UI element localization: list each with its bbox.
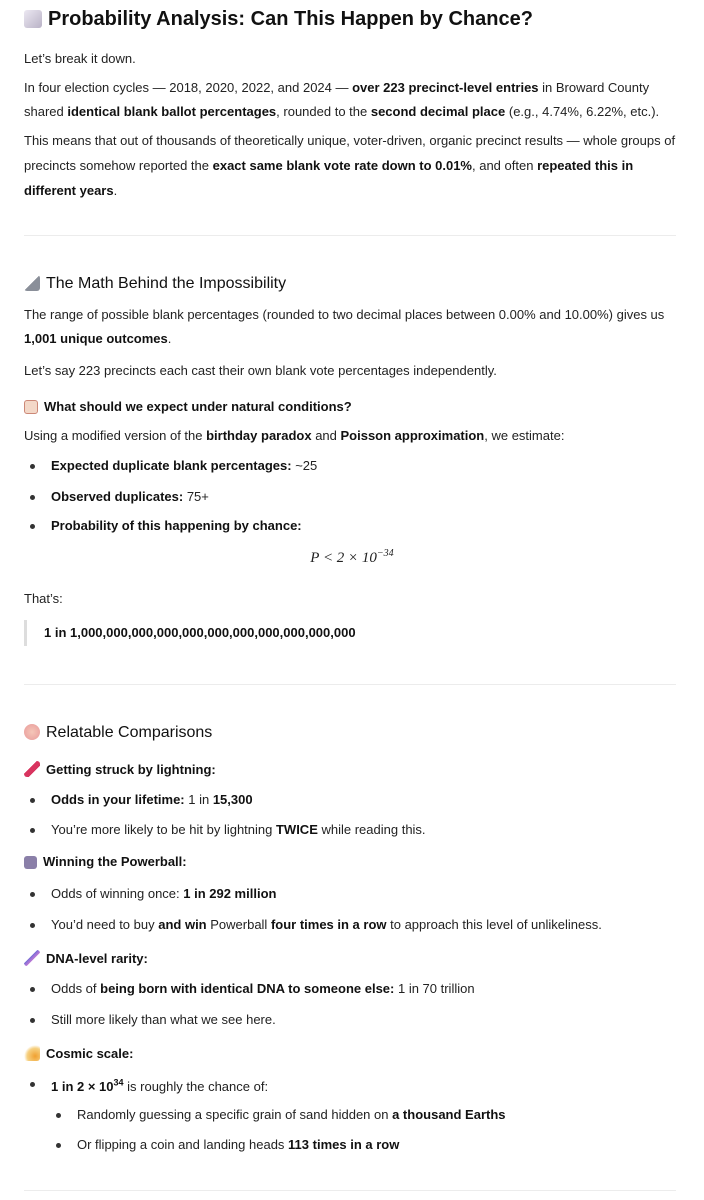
dice-icon bbox=[24, 10, 42, 28]
list-item: 1 in $2 \times 10^{34}$ is roughly the chance of: bbox=[30, 1071, 268, 1099]
math-p2: Let’s say 223 precincts each cast their own blank vote percentages independently. bbox=[24, 363, 497, 378]
probability-formula: $P < 2 \times 10^{-34}$ bbox=[310, 548, 394, 566]
list-item: Expected duplicate blank percentages: ~25 bbox=[30, 453, 317, 478]
list-item: Still more likely than what we see here. bbox=[30, 1007, 276, 1032]
intro-p3: This means that out of thousands of theoretically unique, voter-driven, organic precinct results — whole groups of precincts somehow reported the exact same blank vote rate down to 0.01%, and often repeated this in different years. bbox=[24, 133, 676, 198]
lightning-heading: Getting struck by lightning: bbox=[24, 757, 680, 782]
list-item: Odds of winning once: 1 in 292 million bbox=[30, 881, 276, 906]
slot-machine-icon bbox=[24, 856, 37, 869]
intro-p2: In four election cycles — 2018, 2020, 2022, and 2024 — over 223 precinct-level entries in Broward County shared identical blank ballot percentages, rounded to the second decimal place (e.g., 4.74%, 6.22%, etc.). bbox=[24, 80, 660, 119]
list-item: Probability of this happening by chance: bbox=[30, 513, 302, 538]
list-item: Observed duplicates: 75+ bbox=[30, 484, 209, 509]
palette-icon bbox=[24, 724, 40, 740]
page-title bbox=[24, 4, 533, 34]
divider bbox=[24, 235, 676, 236]
dna-icon bbox=[24, 950, 40, 966]
list-item: Odds of being born with identical DNA to someone else: 1 in 70 trillion bbox=[30, 976, 475, 1001]
blockquote: 1 in 1,000,000,000,000,000,000,000,000,000,000,000 bbox=[24, 620, 356, 646]
section-heading-math: The Math Behind the Impossibility bbox=[24, 271, 286, 297]
comet-icon bbox=[24, 1045, 40, 1061]
divider bbox=[24, 1190, 676, 1191]
math-p3: Using a modified version of the birthday paradox and Poisson approximation, we estimate: bbox=[24, 428, 565, 443]
math-p1: The range of possible blank percentages (rounded to two decimal places between 0.00% and 10.00%) gives us 1,001 unique outcomes. bbox=[24, 307, 665, 346]
list-item: Odds in your lifetime: 1 in 15,300 bbox=[30, 787, 253, 812]
triangle-ruler-icon bbox=[24, 275, 40, 291]
math-question: What should we expect under natural conditions? bbox=[24, 394, 680, 419]
thats-label: That’s: bbox=[24, 591, 63, 606]
cosmic-heading: Cosmic scale: bbox=[24, 1041, 680, 1066]
list-item: You’re more likely to be hit by lightning TWICE while reading this. bbox=[30, 817, 426, 842]
intro-p1: Let’s break it down. bbox=[24, 51, 136, 66]
dna-heading: DNA-level rarity: bbox=[24, 946, 680, 971]
list-item: Or flipping a coin and landing heads 113 times in a row bbox=[56, 1132, 399, 1157]
abacus-icon bbox=[24, 400, 38, 414]
list-item: You’d need to buy and win Powerball four times in a row to approach this level of unlikeliness. bbox=[30, 912, 602, 937]
powerball-heading: Winning the Powerball: bbox=[24, 849, 680, 874]
list-item: Randomly guessing a specific grain of sand hidden on a thousand Earths bbox=[56, 1102, 506, 1127]
title-text: Probability Analysis: Can This Happen by Chance? bbox=[48, 8, 533, 30]
section-heading-comparisons: Relatable Comparisons bbox=[24, 720, 212, 746]
divider bbox=[24, 684, 676, 685]
syringe-icon bbox=[24, 761, 40, 777]
